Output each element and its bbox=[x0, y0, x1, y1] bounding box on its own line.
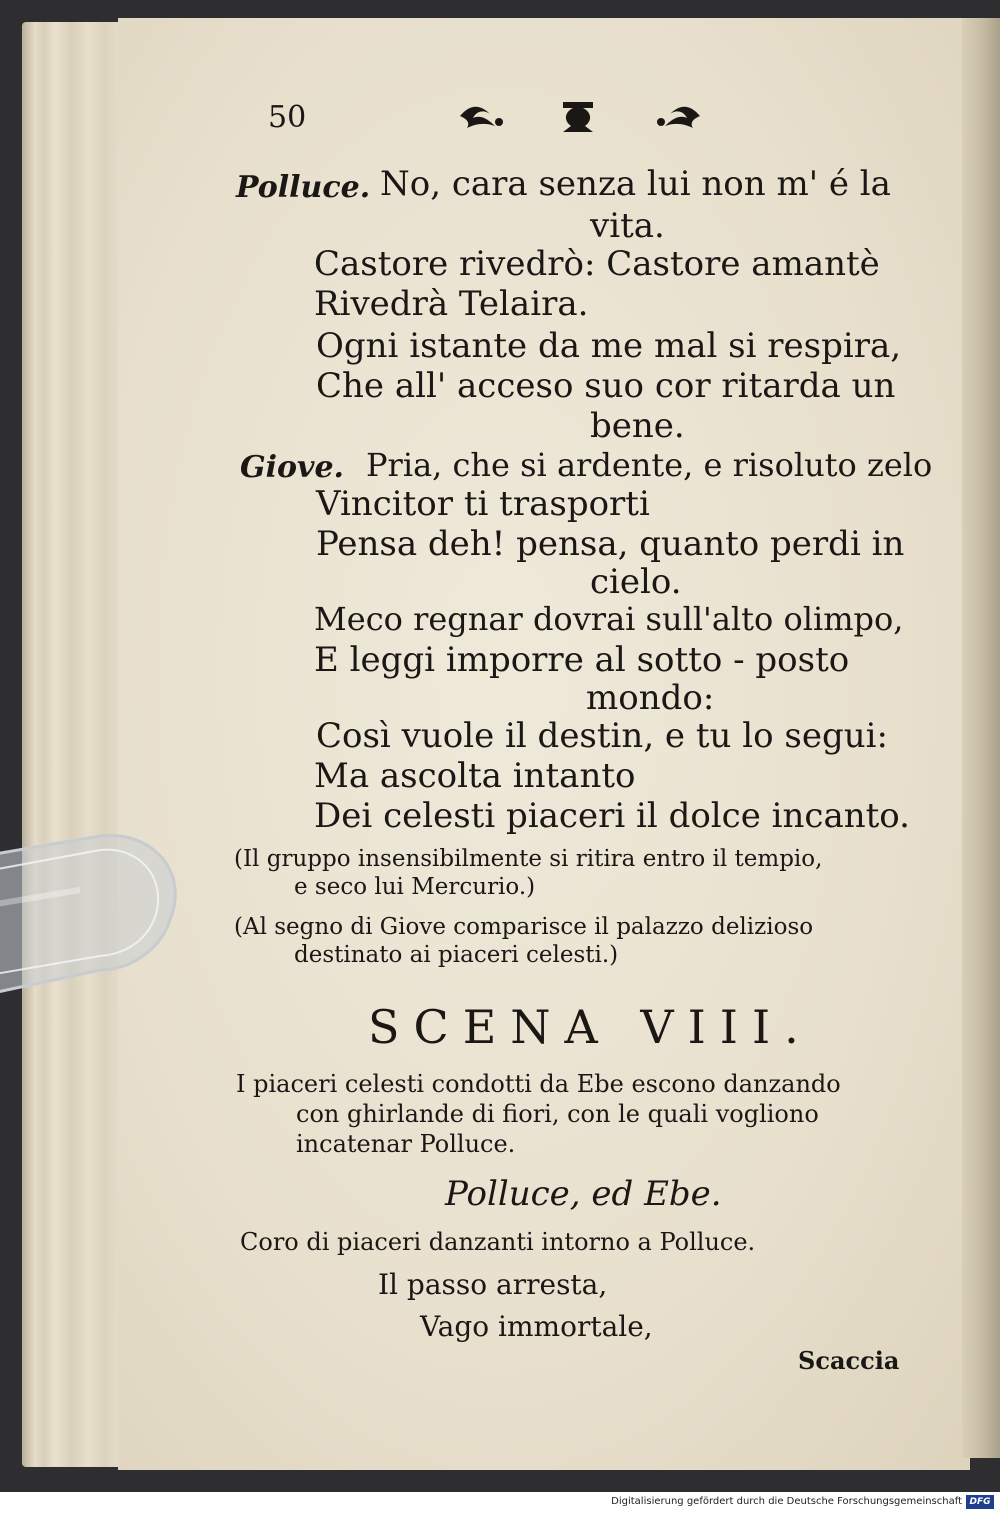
verse-line: Pria, che si ardente, e risoluto zelo bbox=[366, 446, 933, 484]
chorus-direction: Coro di piaceri danzanti intorno a Polluce. bbox=[240, 1228, 756, 1256]
scene-description: I piaceri celesti condotti da Ebe escono danzando bbox=[236, 1070, 841, 1098]
dfg-logo: DFG bbox=[966, 1495, 994, 1509]
stage-direction: e seco lui Mercurio.) bbox=[294, 874, 536, 900]
characters-heading: Polluce, ed Ebe. bbox=[445, 1174, 722, 1214]
verse-line: Così vuole il destin, e tu lo segui: bbox=[316, 716, 888, 756]
catchword: Scaccia bbox=[798, 1346, 900, 1375]
verse-line: Vincitor ti trasporti bbox=[316, 484, 650, 524]
funding-notice: Digitalisierung gefördert durch die Deutsche Forschungsgemeinschaft bbox=[611, 1496, 962, 1507]
verse-line: No, cara senza lui non m' é la bbox=[380, 164, 891, 204]
verse-line: bene. bbox=[590, 406, 685, 446]
verse-line: Il passo arresta, bbox=[378, 1268, 608, 1301]
footer-bar bbox=[0, 1492, 1000, 1513]
verse-line: mondo: bbox=[586, 678, 715, 718]
verse-line: Pensa deh! pensa, quanto perdi in bbox=[316, 524, 905, 564]
verse-line: Rivedrà Telaira. bbox=[314, 284, 589, 324]
verse-line: vita. bbox=[590, 206, 665, 246]
verse-line: E leggi imporre al sotto - posto bbox=[314, 640, 850, 680]
verse-line: Ogni istante da me mal si respira, bbox=[316, 326, 902, 366]
speaker-polluce: Polluce. bbox=[236, 170, 371, 205]
floral-ornament-icon bbox=[455, 96, 705, 136]
verse-line: Castore rivedrò: Castore amantè bbox=[314, 244, 880, 284]
right-page-edge bbox=[962, 18, 1000, 1458]
verse-line: Dei celesti piaceri il dolce incanto. bbox=[314, 796, 910, 836]
stage-direction: destinato ai piaceri celesti.) bbox=[294, 942, 619, 968]
stage-direction: (Al segno di Giove comparisce il palazzo delizioso bbox=[234, 914, 814, 940]
verse-line: cielo. bbox=[590, 562, 682, 602]
scene-description: con ghirlande di fiori, con le quali vogliono bbox=[296, 1100, 819, 1128]
verse-line: Meco regnar dovrai sull'alto olimpo, bbox=[314, 600, 904, 638]
scene-title: SCENA VIII. bbox=[368, 1000, 813, 1054]
stage-direction: (Il gruppo insensibilmente si ritira entro il tempio, bbox=[234, 846, 823, 872]
verse-line: Che all' acceso suo cor ritarda un bbox=[316, 366, 896, 406]
verse-line: Vago immortale, bbox=[420, 1310, 653, 1343]
speaker-giove: Giove. bbox=[240, 450, 344, 485]
page-number: 50 bbox=[268, 100, 307, 135]
verse-line: Ma ascolta intanto bbox=[314, 756, 636, 796]
page-edges bbox=[22, 22, 132, 1467]
scene-description: incatenar Polluce. bbox=[296, 1130, 516, 1158]
glass-clip bbox=[0, 830, 180, 1000]
